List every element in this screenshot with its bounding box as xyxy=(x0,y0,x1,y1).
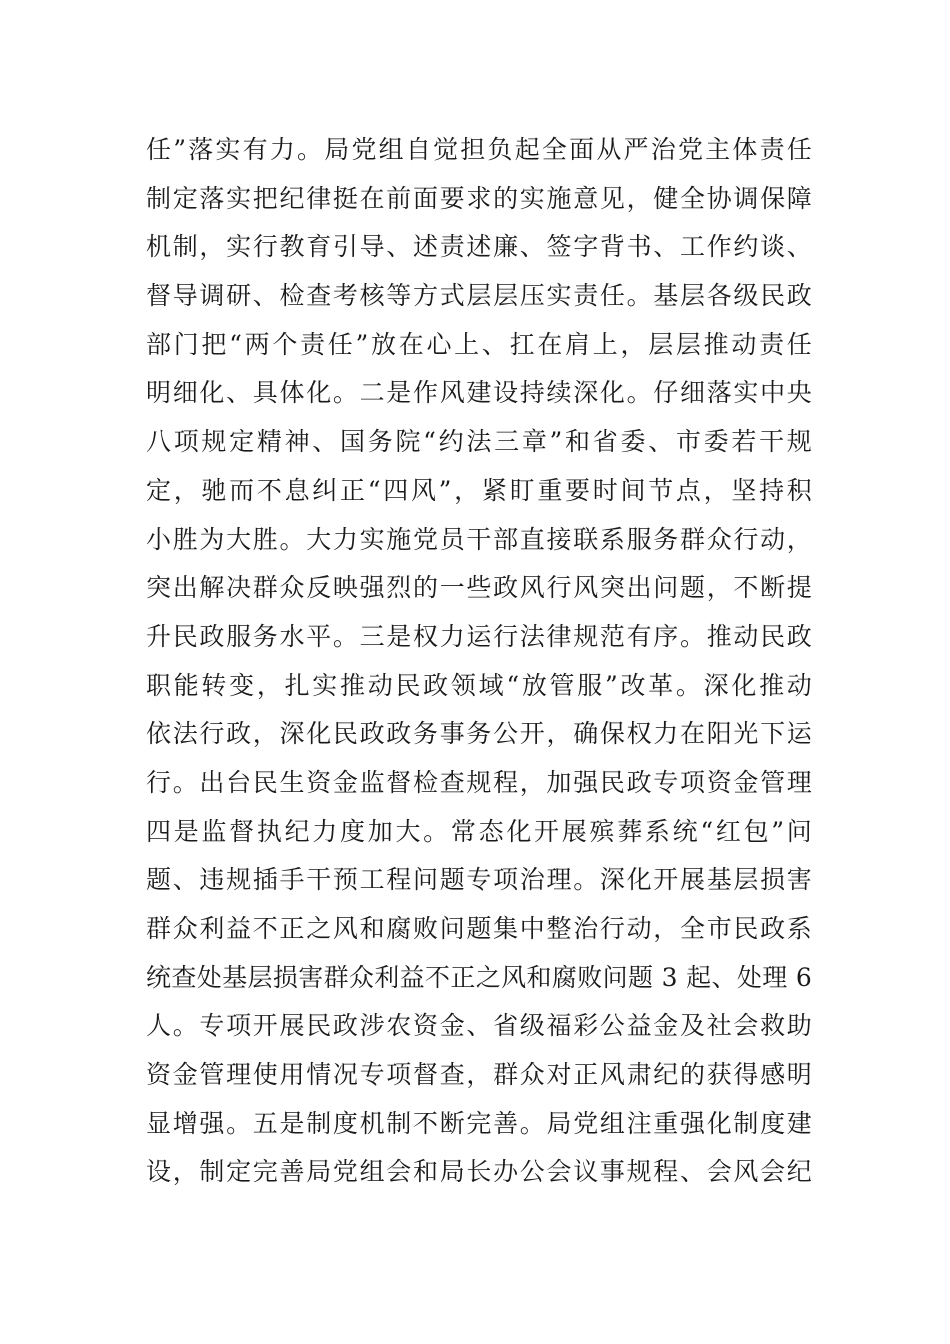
text-line: 升民政服务水平。三是权力运行法律规范有序。推动民政 xyxy=(146,621,812,651)
text-line: 四是监督执纪力度加大。常态化开展殡葬系统“红包”问 xyxy=(146,816,812,846)
text-line: 明细化、具体化。二是作风建设持续深化。仔细落实中央 xyxy=(146,378,812,408)
text-line: 督导调研、检查考核等方式层层压实责任。基层各级民政 xyxy=(146,281,812,311)
text-line: 任”落实有力。局党组自觉担负起全面从严治党主体责任 xyxy=(146,135,812,164)
text-line: 定，驰而不息纠正“四风”，紧盯重要时间节点，坚持积 xyxy=(146,475,812,505)
text-line: 题、违规插手干预工程问题专项治理。深化开展基层损害 xyxy=(146,865,812,895)
body-paragraph xyxy=(146,126,812,1197)
text-line: 制定落实把纪律挺在前面要求的实施意见，健全协调保障 xyxy=(146,183,812,213)
text-line: 小胜为大胜。大力实施党员干部直接联系服务群众行动， xyxy=(146,524,812,554)
text-line: 职能转变，扎实推动民政领域“放管服”改革。深化推动 xyxy=(146,670,812,700)
text-line: 部门把“两个责任”放在心上、扛在肩上，层层推动责任 xyxy=(146,329,812,359)
text-line: 显增强。五是制度机制不断完善。局党组注重强化制度建 xyxy=(146,1108,812,1138)
text-line: 人。专项开展民政涉农资金、省级福彩公益金及社会救助 xyxy=(146,1011,812,1041)
text-line: 群众利益不正之风和腐败问题集中整治行动，全市民政系 xyxy=(146,914,812,943)
text-line: 资金管理使用情况专项督查，群众对正风肃纪的获得感明 xyxy=(146,1060,812,1090)
text-line: 突出解决群众反映强烈的一些政风行风突出问题，不断提 xyxy=(146,573,812,603)
text-line: 依法行政，深化民政政务事务公开，确保权力在阳光下运 xyxy=(146,719,812,749)
text-line: 统查处基层损害群众利益不正之风和腐败问题 3 起、处理 6 xyxy=(146,962,812,992)
text-line: 机制，实行教育引导、述责述廉、签字背书、工作约谈、 xyxy=(146,232,812,262)
text-line: 八项规定精神、国务院“约法三章”和省委、市委若干规 xyxy=(146,427,812,457)
text-line: 设，制定完善局党组会和局长办公会议事规程、会风会纪 xyxy=(146,1157,812,1187)
text-line: 行。出台民生资金监督检查规程，加强民政专项资金管理 xyxy=(146,767,812,797)
